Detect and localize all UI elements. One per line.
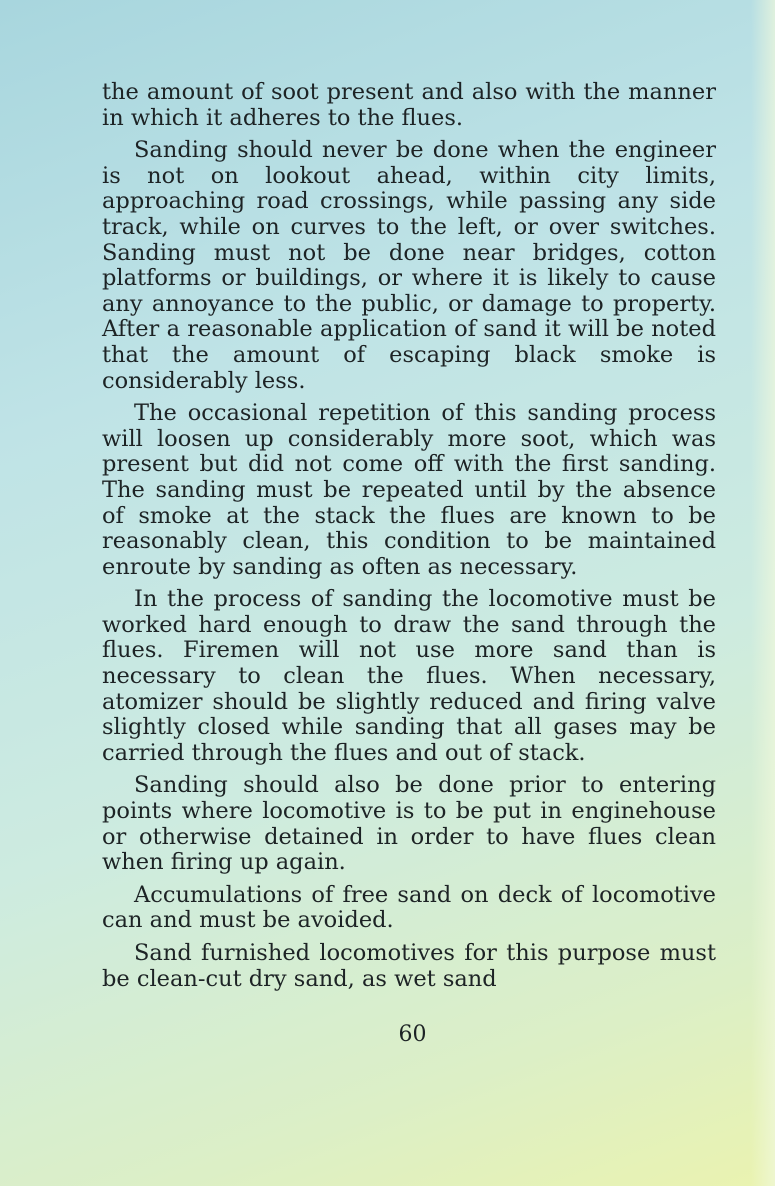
paragraph-prior-entering: Sanding should also be done prior to entering points where locomotive is to be put in enginehouse or otherwise detained in order to have flues clean when firing up again. [102,772,716,876]
page-edge [751,0,775,1186]
paragraph-sanding-restrictions: Sanding should never be done when the engineer is not on lookout ahead, within city limits, approaching road crossings, while passing any side track, while on curves to the left, or over switches. Sanding must not be done near bridges, cotton platforms or buildings, or where it is likely to cause any annoyance to the public, or damage to property. After a reasonable application of sand it will be noted that the amount of escaping black smoke is considerably less. [102,137,716,394]
paragraph-repetition: The occasional repetition of this sanding process will loosen up considerably more soot, which was present but did not come off with the first sanding. The sanding must be repeated until by the absence of smoke at the stack the flues are known to be reasonably clean, this condition to be maintained enroute by sanding as often as necessary. [102,400,716,580]
page-number: 60 [398,1022,427,1047]
paragraph-accumulations: Accumulations of free sand on deck of locomotive can and must be avoided. [102,881,716,934]
paragraph-sand-furnished: Sand furnished locomotives for this purpose must be clean-cut dry sand, as wet sand [102,940,716,992]
paragraph-continuation: the amount of soot present and also with the manner in which it adheres to the flues. [102,79,716,131]
paragraph-process: In the process of sanding the locomotive must be worked hard enough to draw the sand through the flues. Firemen will not use more sand than is necessary to clean the flues. When necessary, atomizer should be slightly reduced and firing valve slightly closed while sanding that all gases may be carried through the flues and out of stack. [102,586,716,766]
body-text [102,80,716,999]
